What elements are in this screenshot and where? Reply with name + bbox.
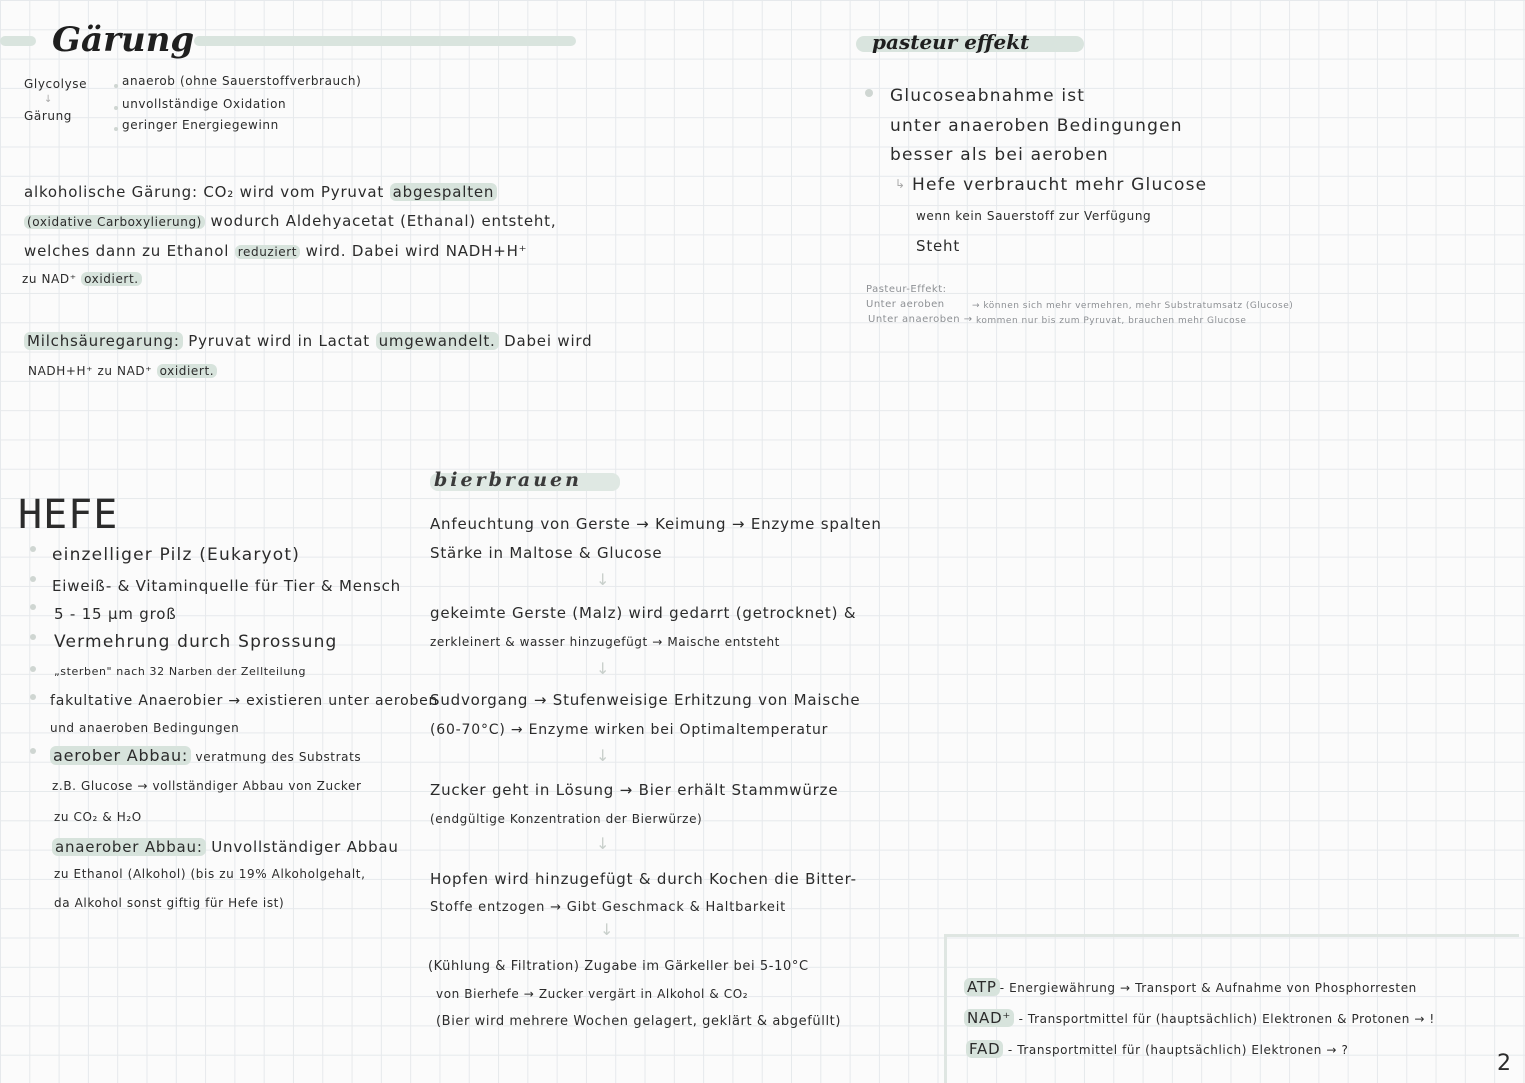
- arrow-down-icon: ↓: [596, 746, 610, 765]
- alkohol-line-4: zu NAD⁺ oxidiert.: [22, 272, 142, 286]
- bier-step-2b: zerkleinert & wasser hinzugefügt → Maische entsteht: [430, 635, 780, 649]
- aerob-line-1: aerober Abbau: veratmung des Substrats: [50, 746, 361, 765]
- pasteur-line-2: unter anaeroben Bedingungen: [890, 116, 1183, 136]
- bier-step-3b: (60-70°C) → Enzyme wirken bei Optimaltemperatur: [430, 722, 829, 738]
- arrow-down-icon: ↓: [596, 659, 610, 678]
- gaerung-title: Gärung: [52, 20, 195, 60]
- bier-step-3a: Sudvorgang → Stufenweisige Erhitzung von Maische: [430, 691, 861, 709]
- bier-step-1a: Anfeuchtung von Gerste → Keimung → Enzyme spalten: [430, 515, 882, 533]
- hefe-item-4: Vermehrung durch Sprossung: [54, 632, 338, 652]
- bier-step-6c: (Bier wird mehrere Wochen gelagert, geklärt & abgefüllt): [436, 1014, 842, 1029]
- milch-line-1: Milchsäuregarung: Pyruvat wird in Lactat umgewandelt. Dabei wird: [24, 332, 592, 350]
- bier-title: bierbrauen: [434, 469, 582, 491]
- pasteur-line-6: Steht: [916, 237, 961, 255]
- pasteur-title: pasteur effekt: [872, 30, 1030, 54]
- label-gaerung: Gärung: [24, 109, 73, 123]
- prop-anaerob: anaerob (ohne Sauerstoffverbrauch): [122, 74, 362, 88]
- box-fad: FAD - Transportmittel für (hauptsächlich) Elektronen → ?: [966, 1040, 1348, 1058]
- bier-step-6b: von Bierhefe → Zucker vergärt in Alkohol & CO₂: [436, 987, 749, 1001]
- prop-oxidation: unvollständige Oxidation: [122, 97, 287, 111]
- bier-step-2a: gekeimte Gerste (Malz) wird gedarrt (getrocknet) &: [430, 604, 857, 622]
- bier-step-5a: Hopfen wird hinzugefügt & durch Kochen die Bitter-: [430, 870, 857, 888]
- label-glycolyse: Glycolyse: [24, 77, 88, 91]
- bier-step-4b: (endgültige Konzentration der Bierwürze): [430, 812, 703, 826]
- bier-step-6a: (Kühlung & Filtration) Zugabe im Gärkeller bei 5-10°C: [428, 959, 809, 974]
- hefe-item-1: einzelliger Pilz (Eukaryot): [52, 545, 301, 565]
- alkohol-line-1: alkoholische Gärung: CO₂ wird vom Pyruvat abgespalten: [24, 183, 497, 201]
- bier-step-5b: Stoffe entzogen → Gibt Geschmack & Haltbarkeit: [430, 900, 787, 915]
- bier-step-4a: Zucker geht in Lösung → Bier erhält Stammwürze: [430, 781, 839, 799]
- pasteur-line-3: besser als bei aeroben: [890, 145, 1109, 165]
- return-arrow-icon: ↳: [895, 177, 906, 191]
- bier-step-1b: Stärke in Maltose & Glucose: [430, 544, 663, 562]
- arrow-down-icon: ↓: [44, 94, 53, 105]
- pasteur-note-head: Pasteur-Effekt:: [866, 284, 947, 295]
- prop-energie: geringer Energiegewinn: [122, 118, 279, 132]
- anaerob-line-2: zu Ethanol (Alkohol) (bis zu 19% Alkoholgehalt,: [54, 867, 366, 881]
- page-number: 2: [1497, 1051, 1511, 1076]
- hefe-item-3: 5 - 15 μm groß: [54, 605, 177, 623]
- hefe-item-5: „sterben" nach 32 Narben der Zellteilung: [54, 665, 307, 678]
- aerob-line-2: z.B. Glucose → vollständiger Abbau von Zucker: [52, 779, 362, 793]
- anaerob-line-1: anaerober Abbau: Unvollständiger Abbau: [52, 838, 399, 856]
- hefe-item-7: und anaeroben Bedingungen: [50, 721, 240, 735]
- arrow-down-icon: ↓: [596, 570, 610, 589]
- hefe-item-6: fakultative Anaerobier → existieren unter aeroben: [50, 693, 439, 709]
- aerob-line-3: zu CO₂ & H₂O: [54, 810, 142, 824]
- pasteur-note-row1-text: → können sich mehr vermehren, mehr Substratumsatz (Glucose): [972, 301, 1294, 311]
- pasteur-line-1: Glucoseabnahme ist: [890, 86, 1086, 106]
- pasteur-note-row1-label: Unter aeroben: [866, 299, 945, 310]
- pasteur-note-row2-label: Unter anaeroben →: [868, 314, 973, 325]
- alkohol-line-3: welches dann zu Ethanol reduziert wird. Dabei wird NADH+H⁺: [24, 242, 528, 260]
- hefe-title: HEFE: [18, 492, 119, 538]
- pasteur-note-row2-text: kommen nur bis zum Pyruvat, brauchen mehr Glucose: [976, 316, 1247, 326]
- box-nad: NAD⁺ - Transportmittel für (hauptsächlich) Elektronen & Protonen → !: [964, 1009, 1435, 1027]
- pasteur-line-4: Hefe verbraucht mehr Glucose: [912, 175, 1208, 195]
- pasteur-line-5: wenn kein Sauerstoff zur Verfügung: [916, 209, 1152, 223]
- milch-line-2: NADH+H⁺ zu NAD⁺ oxidiert.: [28, 364, 217, 378]
- arrow-down-icon: ↓: [600, 920, 614, 939]
- box-atp: ATP - Energiewährung → Transport & Aufnahme von Phosphorresten: [964, 978, 1417, 996]
- anaerob-line-3: da Alkohol sonst giftig für Hefe ist): [54, 896, 285, 910]
- hefe-item-2: Eiweiß- & Vitaminquelle für Tier & Mensch: [52, 577, 401, 595]
- arrow-down-icon: ↓: [596, 834, 610, 853]
- alkohol-line-2: (oxidative Carboxylierung) wodurch Aldehyacetat (Ethanal) entsteht,: [24, 212, 556, 230]
